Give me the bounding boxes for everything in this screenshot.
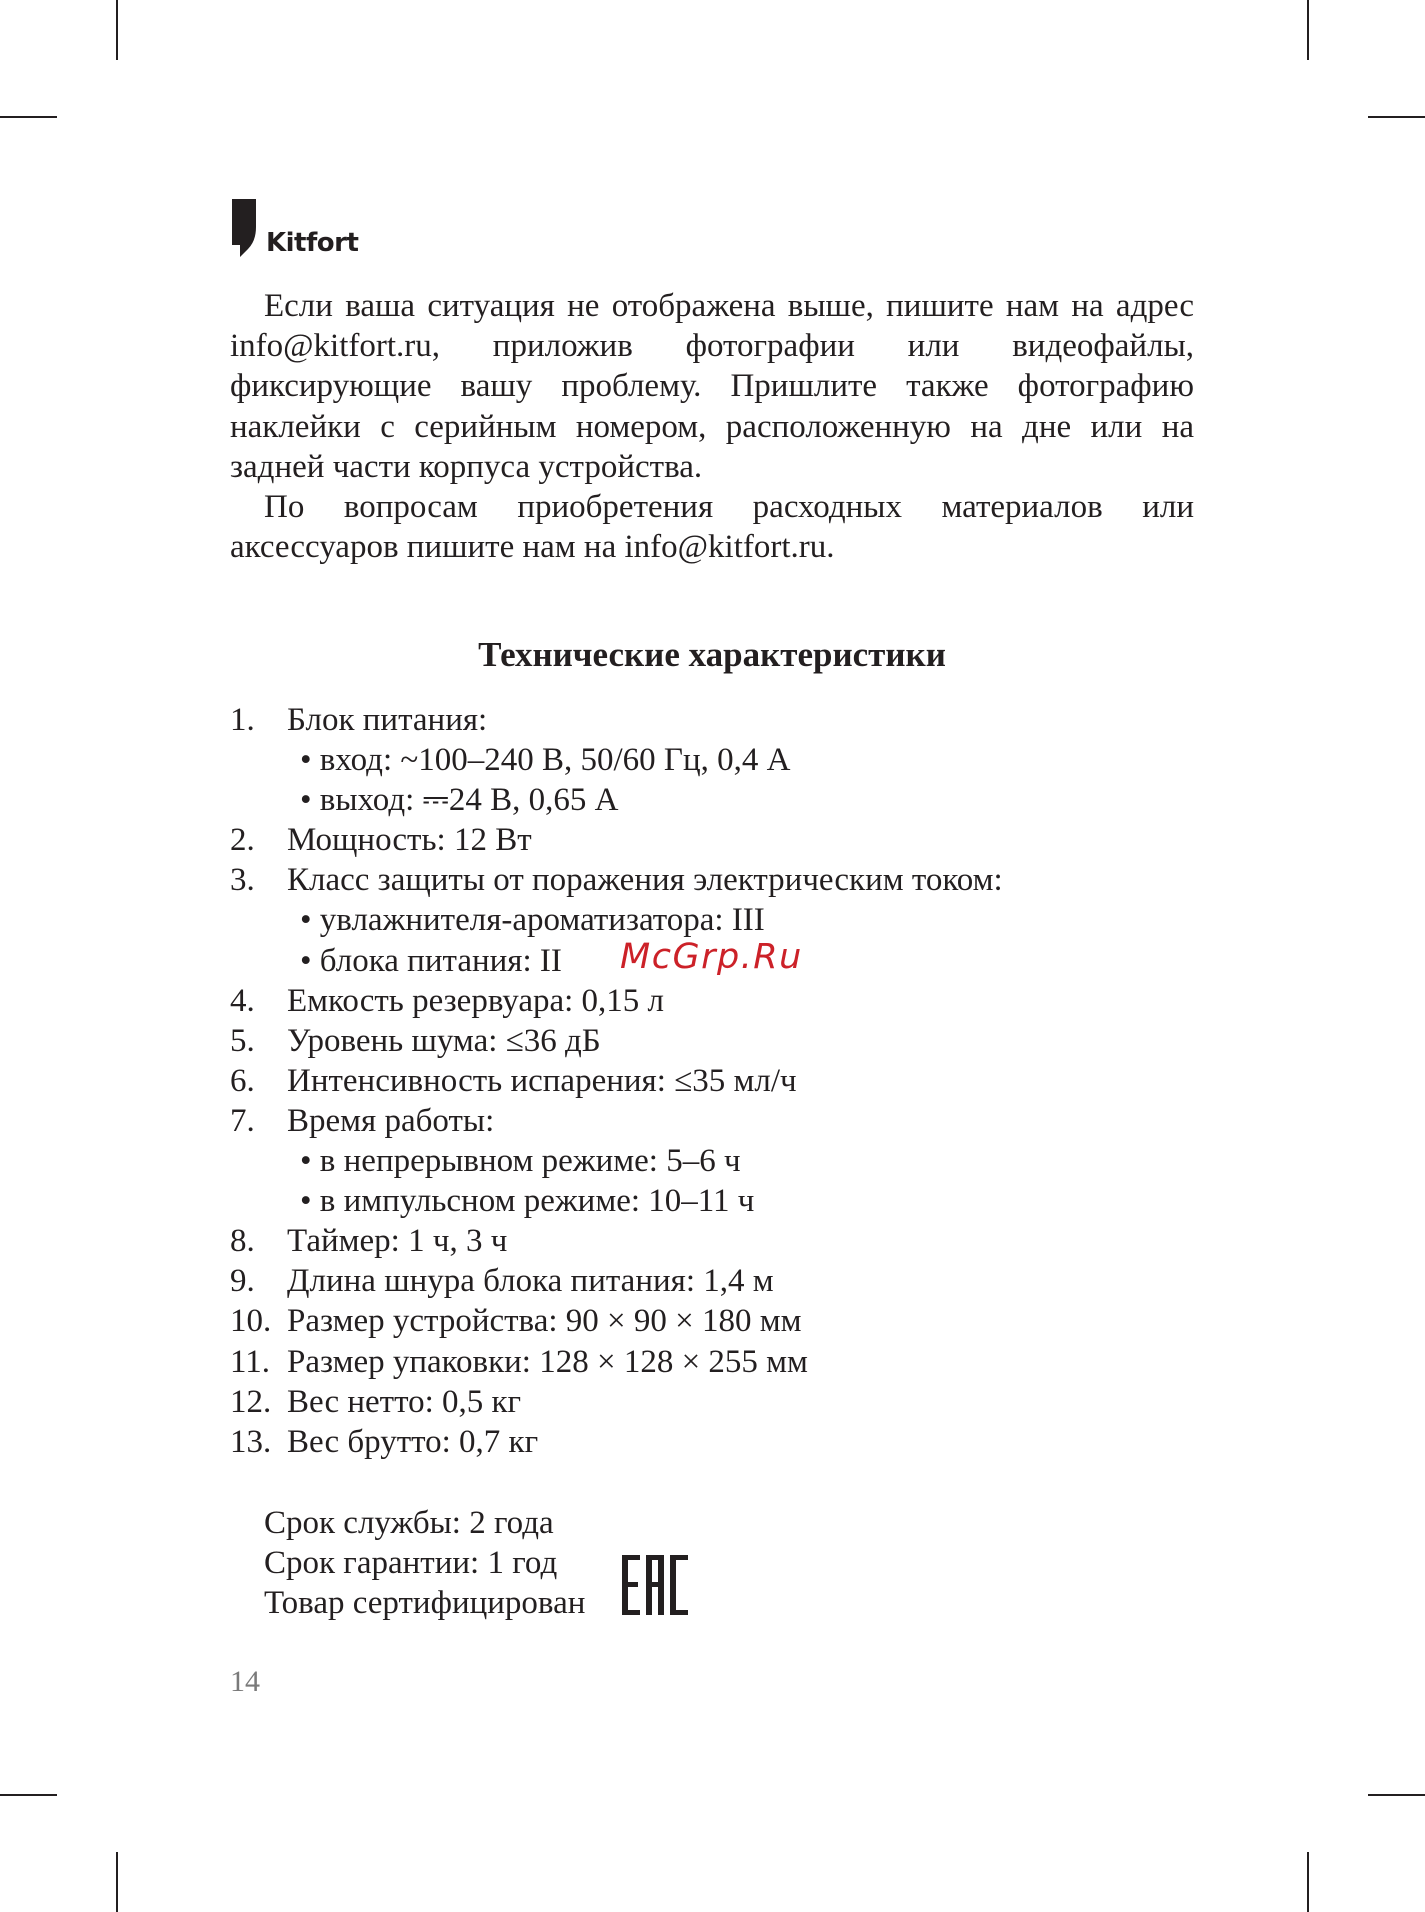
spec-number: 1. (230, 702, 255, 738)
crop-mark (116, 0, 118, 60)
spec-item (230, 820, 1230, 860)
spec-text: Класс защиты от поражения электрическим током: (287, 862, 1003, 899)
spec-number: 6. (230, 1062, 255, 1099)
spec-item (230, 1061, 1230, 1101)
spec-text: Уровень шума: ≤36 дБ (287, 1022, 601, 1059)
crop-mark (1368, 116, 1425, 118)
specs-list (230, 700, 1230, 1462)
kitfort-logo (230, 197, 390, 261)
spec-sub-text: • блока питания: II (300, 942, 562, 979)
spec-sub-text: • выход: ⎓24 В, 0,65 А (300, 782, 619, 819)
crop-mark (0, 1794, 57, 1796)
spec-text: Размер устройства: 90 × 90 × 180 мм (287, 1303, 802, 1340)
spec-number: 10. (230, 1303, 272, 1340)
spec-item (230, 1342, 1230, 1382)
section-title: Технические характеристики (478, 635, 946, 674)
spec-item (230, 981, 1230, 1021)
spec-item (230, 860, 1230, 900)
crop-mark (1368, 1794, 1425, 1796)
eac-certification-icon (622, 1555, 688, 1620)
brand-name: Kitfort (266, 228, 359, 258)
spec-item (230, 1301, 1230, 1341)
spec-number: 3. (230, 862, 255, 899)
spec-number: 12. (230, 1383, 272, 1420)
spec-text: Время работы: (287, 1102, 495, 1139)
contact-paragraph: Если ваша ситуация не отображена выше, пишите нам на адрес info@kitfort.ru, приложив фотографии или видеофайлы, фиксирующие вашу проблему. Пришлите также фотографию наклейки с серийным номером, расположенную на дне или на задней части корпуса устройства. (230, 288, 1194, 485)
spec-text: Емкость резервуара: 0,15 л (287, 982, 665, 1019)
spec-subitem (230, 900, 1230, 940)
footer-info (264, 1503, 585, 1624)
watermark: McGrp.Ru (620, 937, 803, 977)
spec-text: Вес брутто: 0,7 кг (287, 1423, 539, 1460)
spec-number: 4. (230, 982, 255, 1019)
spec-text: Длина шнура блока питания: 1,4 м (287, 1263, 774, 1300)
warranty: Срок гарантии: 1 год (264, 1545, 558, 1582)
crop-mark (1307, 0, 1309, 60)
spec-item (230, 1221, 1230, 1261)
spec-item (230, 700, 1230, 740)
spec-number: 11. (230, 1343, 271, 1380)
certified: Товар сертифицирован (264, 1585, 586, 1622)
spec-number: 2. (230, 822, 255, 859)
page-number: 14 (230, 1665, 260, 1698)
spec-text: Блок питания: (287, 702, 488, 738)
accessories-paragraph: По вопросам приобретения расходных материалов или аксессуаров пишите нам на info@kitfort.ru. (230, 489, 1194, 566)
spec-item (230, 1261, 1230, 1301)
spec-sub-text: • вход: ~100–240 В, 50/60 Гц, 0,4 А (300, 742, 791, 779)
spec-text: Таймер: 1 ч, 3 ч (287, 1223, 508, 1260)
crop-mark (0, 116, 57, 118)
crop-mark (1307, 1852, 1309, 1912)
spec-item (230, 1382, 1230, 1422)
spec-number: 8. (230, 1223, 255, 1260)
service-life: Срок службы: 2 года (264, 1505, 554, 1541)
spec-subitem (230, 740, 1230, 780)
spec-item (230, 1101, 1230, 1141)
spec-item (230, 1021, 1230, 1061)
spec-number: 9. (230, 1263, 255, 1300)
spec-item (230, 1422, 1230, 1462)
spec-sub-text: • увлажнителя-ароматизатора: III (300, 902, 765, 939)
spec-text: Интенсивность испарения: ≤35 мл/ч (287, 1062, 797, 1099)
spec-text: Мощность: 12 Вт (287, 822, 532, 859)
spec-number: 5. (230, 1022, 255, 1059)
spec-sub-text: • в непрерывном режиме: 5–6 ч (300, 1143, 741, 1180)
spec-number: 7. (230, 1102, 255, 1139)
spec-subitem (230, 1181, 1230, 1221)
spec-text: Вес нетто: 0,5 кг (287, 1383, 522, 1420)
spec-subitem (230, 780, 1230, 820)
spec-subitem (230, 1141, 1230, 1181)
spec-number: 13. (230, 1423, 272, 1460)
kitfort-logo-mark-icon (230, 197, 266, 261)
spec-sub-text: • в импульсном режиме: 10–11 ч (300, 1183, 755, 1220)
crop-mark (116, 1852, 118, 1912)
spec-text: Размер упаковки: 128 × 128 × 255 мм (287, 1343, 808, 1380)
